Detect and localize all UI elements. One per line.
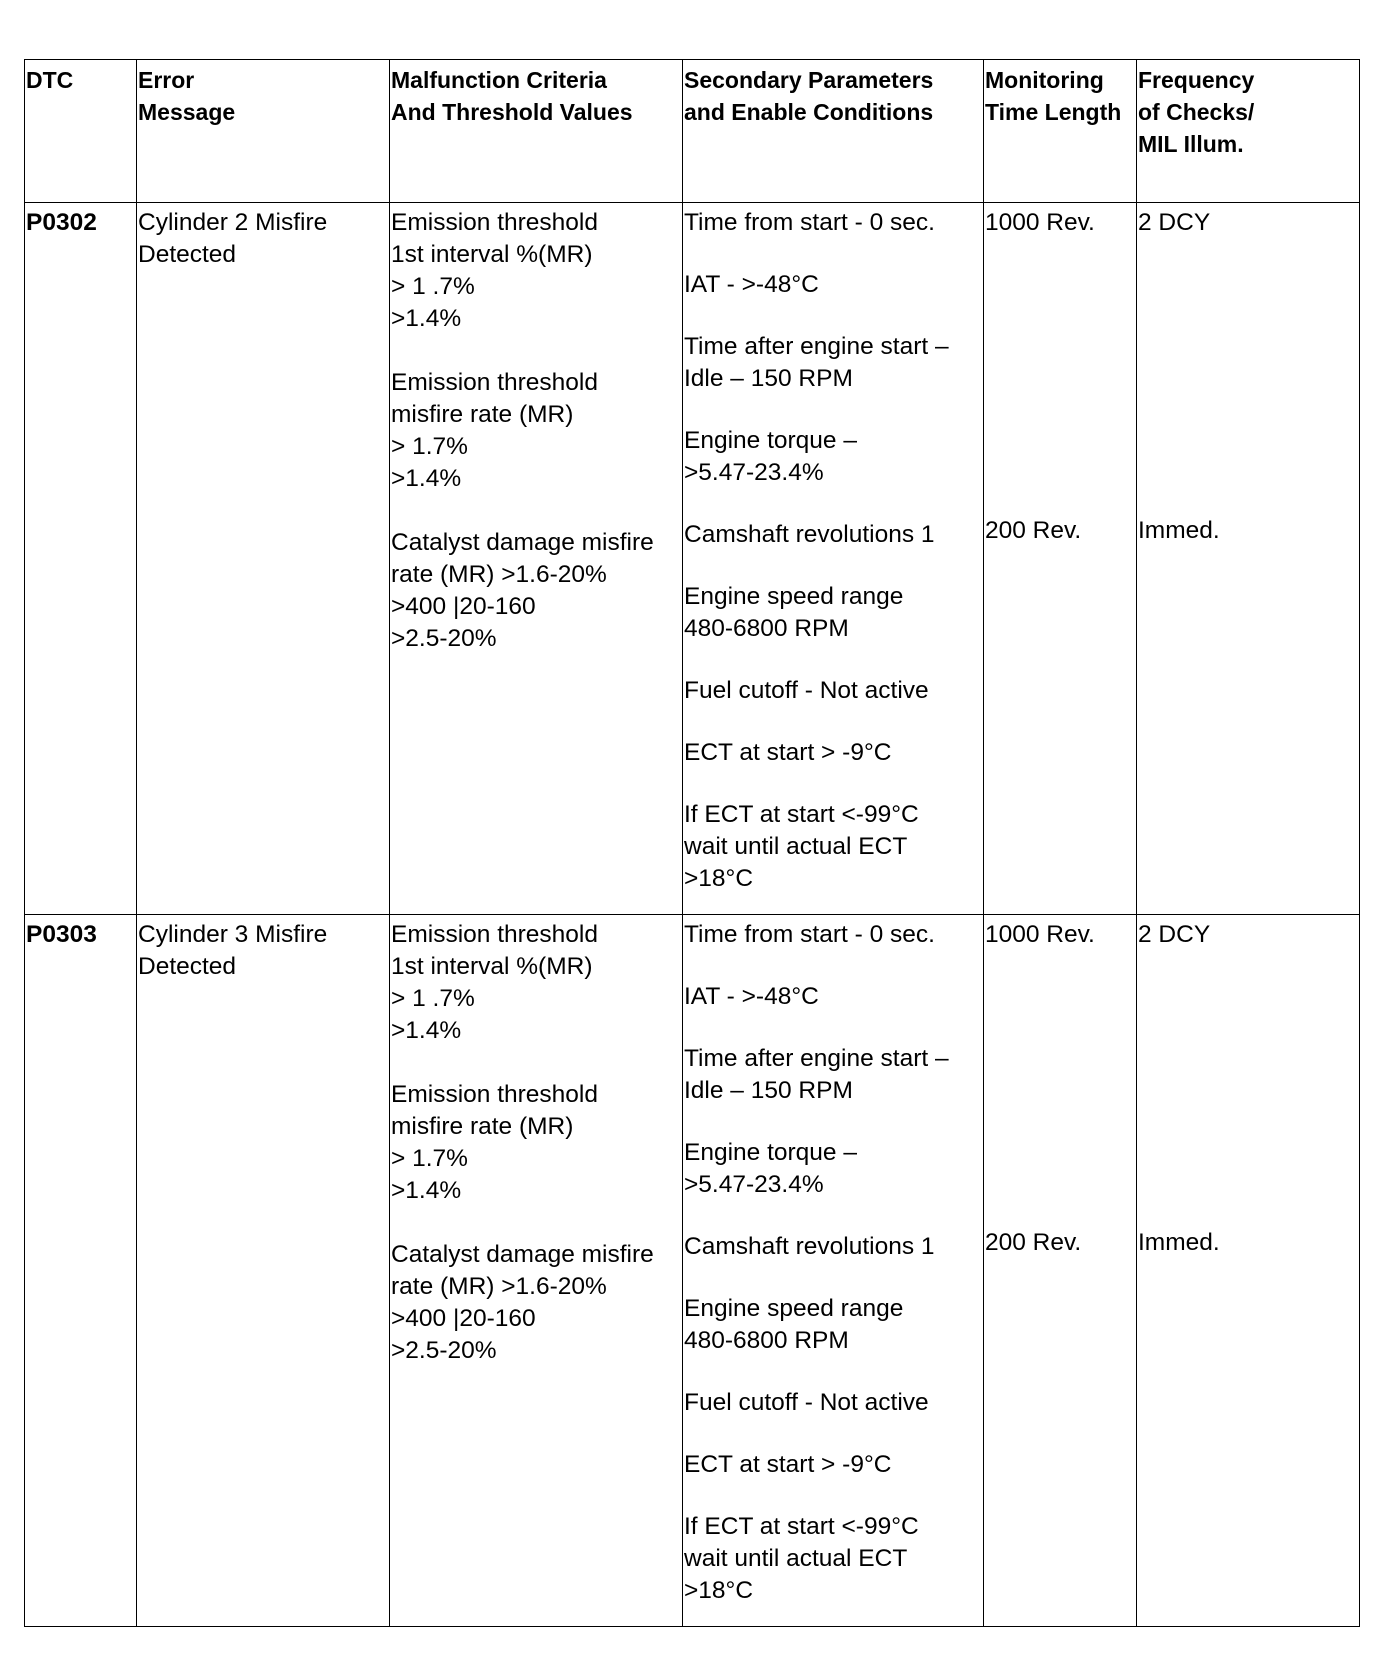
header-secondary-parameters: Secondary Parameters and Enable Conditions	[683, 60, 984, 203]
document-page	[24, 59, 1359, 1627]
monitoring-time: 1000 Rev. 200 Rev.	[984, 915, 1137, 1627]
error-message: Cylinder 3 Misfire Detected	[137, 915, 390, 1627]
header-dtc: DTC	[25, 60, 137, 203]
header-error-message: Error Message	[137, 60, 390, 203]
dtc-code: P0302	[25, 203, 137, 915]
malfunction-criteria: Emission threshold 1st interval %(MR) > 1 .7% >1.4% Emission threshold misfire rate (MR) > 1.7% >1.4% Catalyst damage misfire rate (MR) >1.6-20% >400 |20-160 >2.5-20%	[390, 203, 683, 915]
error-message: Cylinder 2 Misfire Detected	[137, 203, 390, 915]
enable-conditions: Time from start - 0 sec. IAT - >-48°C Time after engine start – Idle – 150 RPM Engine torque – >5.47-23.4% Camshaft revolutions 1 Engine speed range 480-6800 RPM Fuel cutoff - Not active ECT at start > -9°C If ECT at start <-99°C wait until actual ECT >18°C	[683, 915, 984, 1627]
monitoring-time: 1000 Rev. 200 Rev.	[984, 203, 1137, 915]
table-row	[25, 915, 1360, 1627]
table-row	[25, 203, 1360, 915]
check-frequency: 2 DCY Immed.	[1137, 203, 1360, 915]
dtc-table	[24, 59, 1360, 1627]
header-malfunction-criteria: Malfunction Criteria And Threshold Values	[390, 60, 683, 203]
table-header-row	[25, 60, 1360, 203]
check-frequency: 2 DCY Immed.	[1137, 915, 1360, 1627]
header-monitoring-time: Monitoring Time Length	[984, 60, 1137, 203]
malfunction-criteria: Emission threshold 1st interval %(MR) > 1 .7% >1.4% Emission threshold misfire rate (MR) > 1.7% >1.4% Catalyst damage misfire rate (MR) >1.6-20% >400 |20-160 >2.5-20%	[390, 915, 683, 1627]
dtc-code: P0303	[25, 915, 137, 1627]
header-frequency: Frequency of Checks/ MIL Illum.	[1137, 60, 1360, 203]
enable-conditions: Time from start - 0 sec. IAT - >-48°C Time after engine start – Idle – 150 RPM Engine torque – >5.47-23.4% Camshaft revolutions 1 Engine speed range 480-6800 RPM Fuel cutoff - Not active ECT at start > -9°C If ECT at start <-99°C wait until actual ECT >18°C	[683, 203, 984, 915]
